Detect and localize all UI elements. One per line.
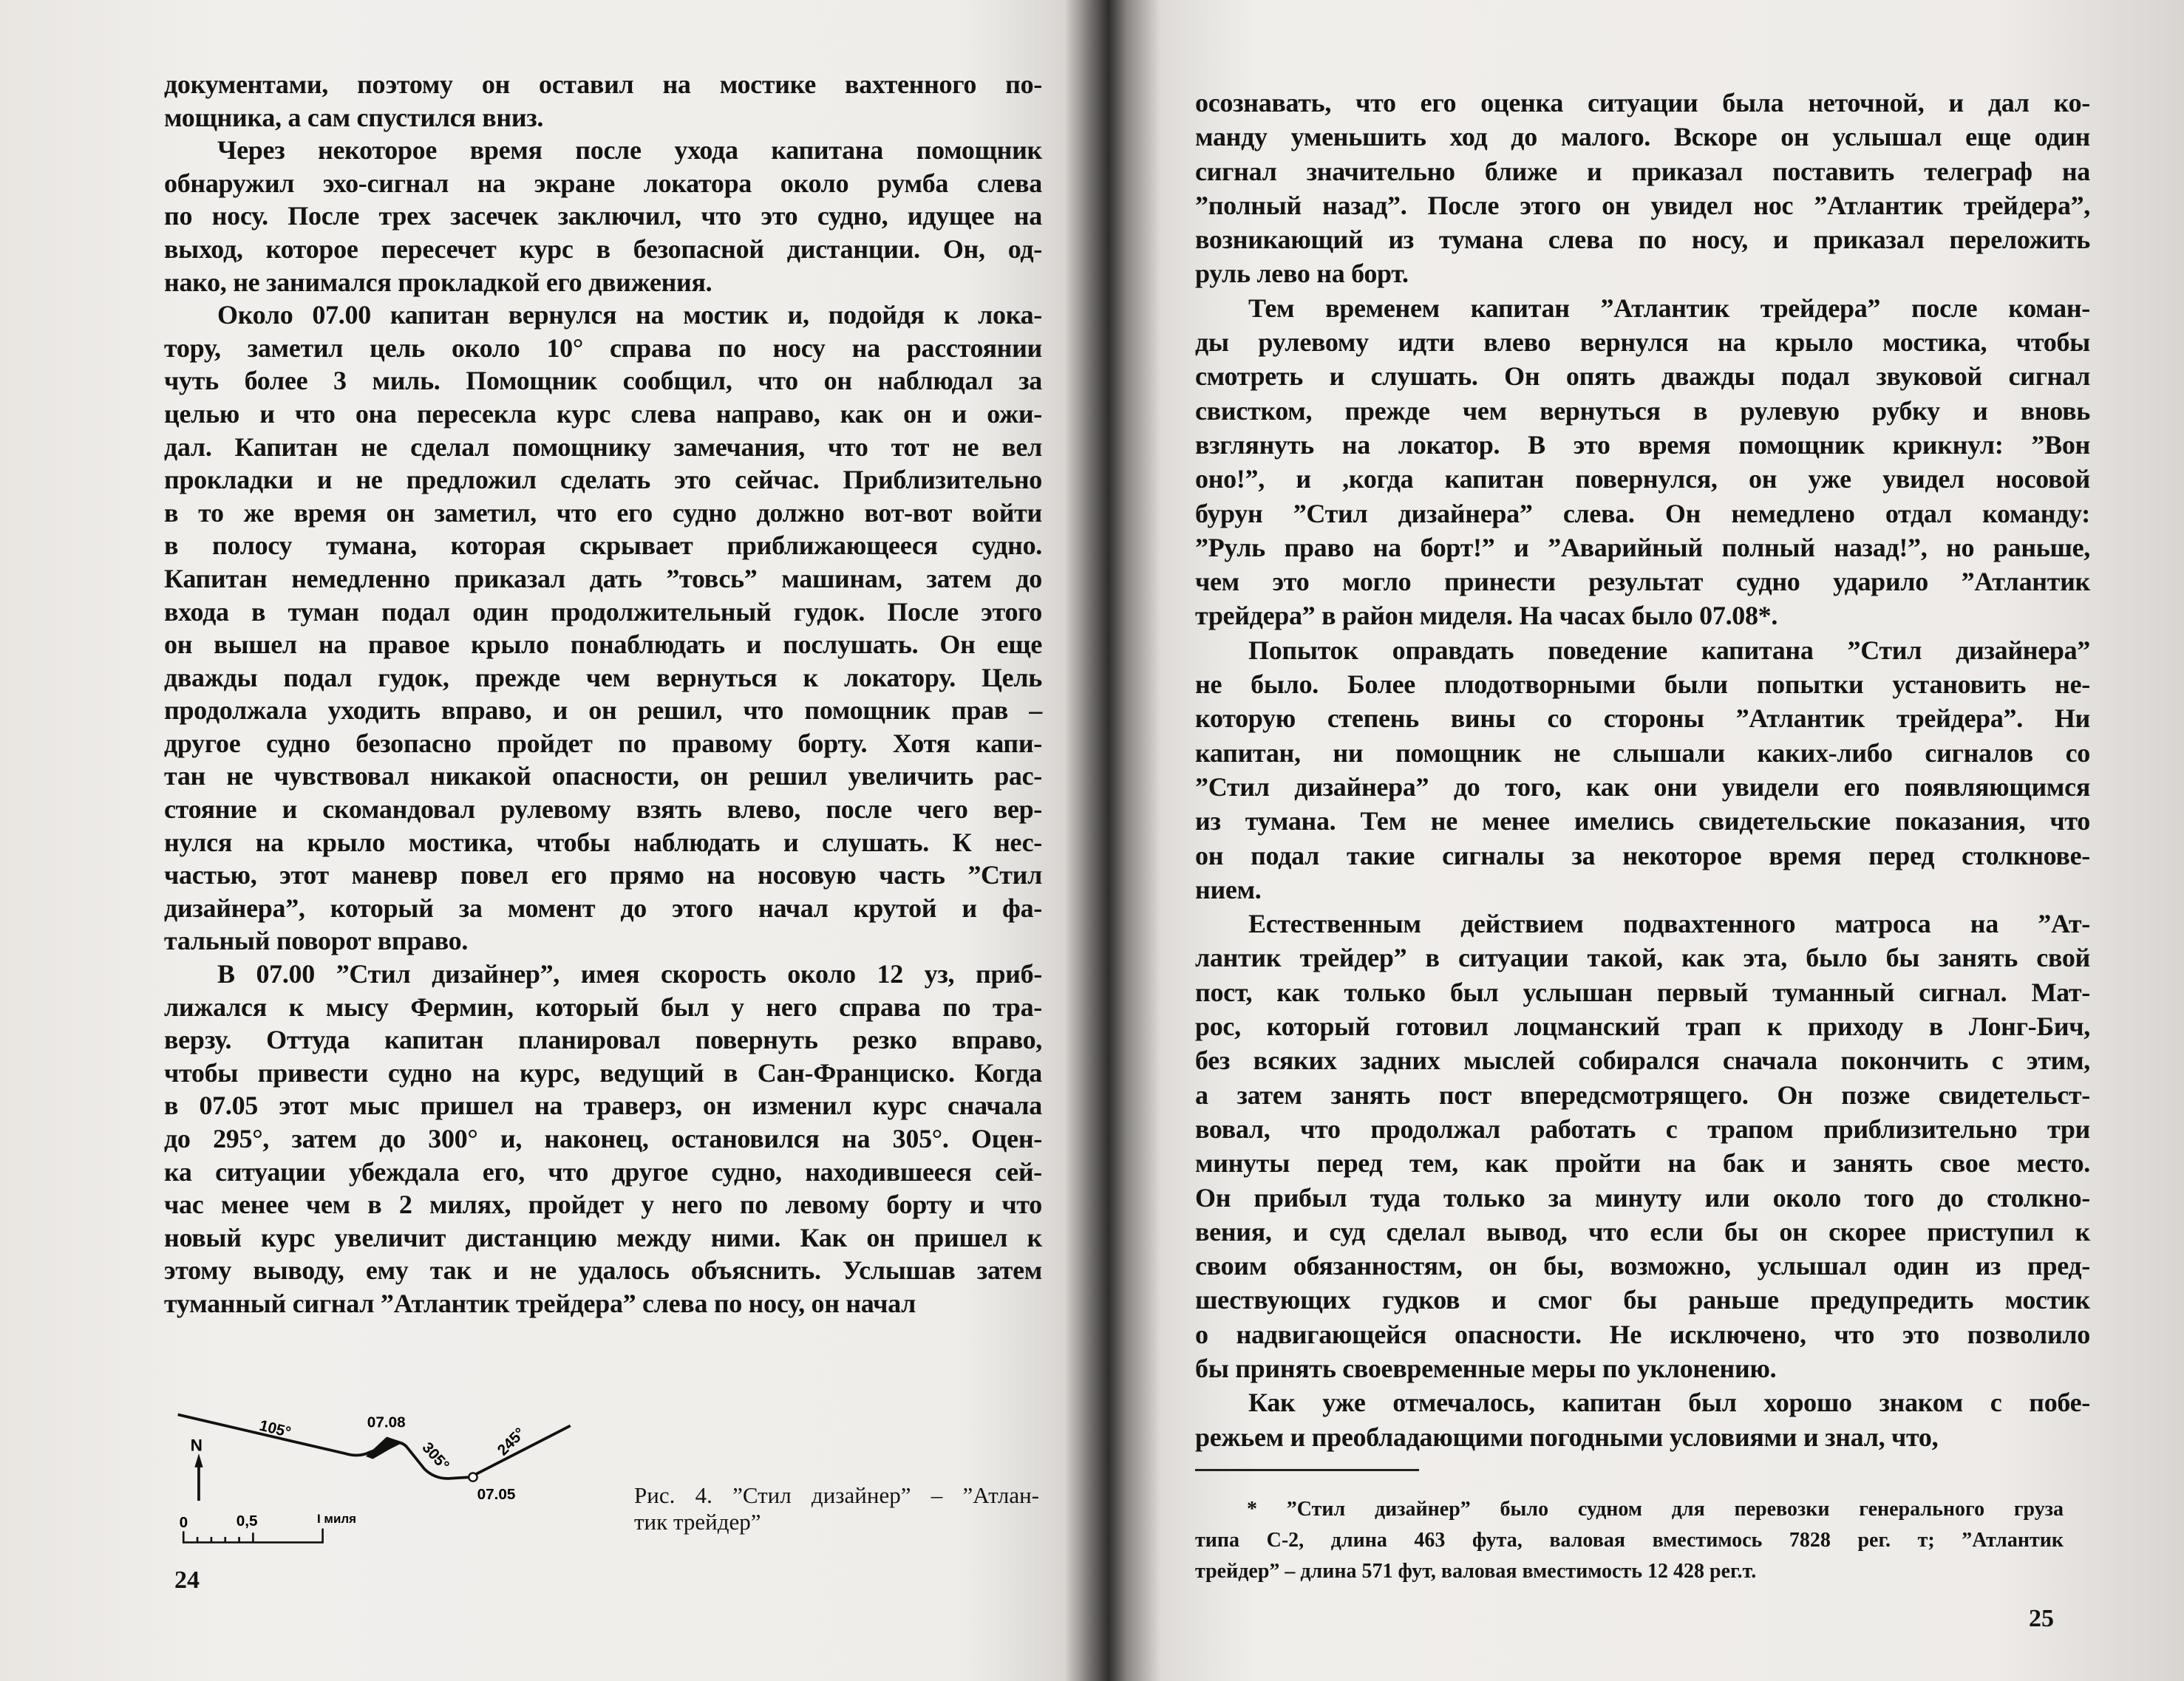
text-line: сигнал значительно ближе и приказал поставить телеграф на xyxy=(1195,156,2090,186)
text-line: лантик трейдер” в ситуации такой, как эта, было бы занять свой xyxy=(1195,943,2090,973)
paragraph xyxy=(1195,633,2090,907)
text-line: Через некоторое время после ухода капитана помощник xyxy=(217,135,1042,166)
right-page-text xyxy=(1195,86,2090,1454)
text-line: целью и что она пересекла курс слева направо, как он и ожи- xyxy=(164,398,1042,429)
text-line: шествующих гудков и смог бы раньше предупредить мостик xyxy=(1195,1285,2090,1315)
text-line: частью, этот маневр повел его прямо на носовую часть ”Стил xyxy=(164,860,1042,890)
text-line: документами, поэтому он оставил на мостике вахтенного по- xyxy=(164,69,1042,99)
text-line: мощника, а сам спустился вниз. xyxy=(164,102,544,132)
text-line: прокладки и не предложил сделать это сейчас. Приблизительно xyxy=(164,465,1042,495)
text-line: возникающий из тумана слева по носу, и приказал переложить xyxy=(1195,225,2090,255)
text-line: оно!”, и ,когда капитан повернулся, он уже увидел носовой xyxy=(1195,464,2090,494)
text-line: чем это могло принести результат судно ударило ”Атлантик xyxy=(1195,567,2090,597)
text-line: лижался к мысу Фермин, который был у него справа по тра- xyxy=(164,992,1042,1022)
text-line: по носу. После трех засечек заключил, что это судно, идущее на xyxy=(164,201,1042,231)
text-line: В 07.00 ”Стил дизайнер”, имея скорость около 12 уз, приб- xyxy=(217,959,1042,989)
text-line: без всяких задних мыслей собирался сначала покончить с этим, xyxy=(1195,1046,2090,1076)
text-line: ”полный назад”. После этого он увидел нос ”Атлантик трейдера”, xyxy=(1195,190,2090,220)
text-line: взглянуть на локатор. В это время помощник крикнул: ”Вон xyxy=(1195,429,2090,460)
text-line: чуть более 3 миль. Помощник сообщил, что он наблюдал за xyxy=(164,366,1042,396)
scale-label-half: 0,5 xyxy=(236,1512,258,1530)
text-line: пост, как только был услышан первый туманный сигнал. Мат- xyxy=(1195,977,2090,1007)
text-line: ”Руль право на борт!” и ”Аварийный полный назад!”, но раньше, xyxy=(1195,532,2090,562)
text-line: Около 07.00 капитан вернулся на мостик и, подойдя к лока- xyxy=(217,300,1042,330)
text-line: трейдера” в район миделя. На часах было 07.08*. xyxy=(1195,601,1778,631)
text-line: Капитан немедленно приказал дать ”товсь” машинам, затем до xyxy=(164,563,1042,593)
text-line: которую степень вины со стороны ”Атлантик трейдера”. Ни xyxy=(1195,703,2090,734)
text-line: из тумана. Тем не менее имелись свидетельские показания, что xyxy=(1195,806,2090,836)
footnote-line: типа С-2, длина 463 фута, валовая вместимось 7828 рег. т; ”Атлантик xyxy=(1195,1529,2064,1552)
text-line: выход, которое пересечет курс в безопасной дистанции. Он, од- xyxy=(164,233,1042,264)
text-line: нулся на крыло мостика, чтобы наблюдать и слушать. К нес- xyxy=(164,827,1042,857)
text-line: он вышел на правое крыло понаблюдать и послушать. Он еще xyxy=(164,630,1042,660)
page-number-right: 25 xyxy=(2029,1605,2054,1632)
text-line: Он прибыл туда только за минуту или около того до столкно- xyxy=(1195,1182,2090,1213)
text-line: бурун ”Стил дизайнера” слева. Он немедлено отдал команду: xyxy=(1195,498,2090,528)
text-line: ды рулевому идти влево вернулся на крыло мостика, чтобы xyxy=(1195,327,2090,358)
text-line: Попыток оправдать поведение капитана ”Стил дизайнера” xyxy=(1248,635,2090,665)
course-label-245: 245° xyxy=(494,1424,529,1459)
text-line: входа в туман подал один продолжительный гудок. После этого xyxy=(164,596,1042,627)
text-line: вовал, что продолжал работать с трапом приблизительно три xyxy=(1195,1114,2090,1144)
time-label-0708: 07.08 xyxy=(367,1414,406,1431)
text-line: осознавать, что его оценка ситуации была неточной, и дал ко- xyxy=(1195,88,2090,117)
paragraph xyxy=(1195,86,2090,291)
text-line: не было. Более плодотворными были попытки установить не- xyxy=(1195,669,2090,700)
text-line: ка ситуации убеждала его, что другое судно, находившееся сей- xyxy=(164,1156,1042,1187)
text-line: своим обязанностям, он бы, возможно, услышал один из пред- xyxy=(1195,1251,2090,1281)
paragraph xyxy=(1195,1385,2090,1454)
text-line: тору, заметил цель около 10° справа по носу на расстоянии xyxy=(164,333,1042,363)
course-diagram xyxy=(163,1397,591,1583)
text-line: этому выводу, ему так и не удалось объяснить. Услышав затем xyxy=(164,1255,1042,1286)
turn-point-icon xyxy=(469,1473,477,1481)
text-line: Как уже отмечалось, капитан был хорошо знаком с побе- xyxy=(1248,1388,2090,1418)
text-line: продолжала уходить вправо, и он решил, что помощник прав – xyxy=(164,695,1042,726)
text-line: в полосу тумана, которая скрывает приближающееся судно. xyxy=(164,531,1042,561)
text-line: минуты перед тем, как пройти на бак и занять свое место. xyxy=(1195,1148,2090,1179)
text-line: обнаружил эхо-сигнал на экране локатора около румба слева xyxy=(164,168,1042,198)
paragraph xyxy=(1195,907,2090,1385)
footnote-line: * ”Стил дизайнер” было судном для перевозки генерального груза xyxy=(1247,1498,2064,1521)
footnote-divider xyxy=(1195,1469,1419,1471)
scale-label-0: 0 xyxy=(179,1513,188,1531)
text-line: другое судно безопасно пройдет по правому борту. Хотя капи- xyxy=(164,728,1042,758)
text-line: Тем временем капитан ”Атлантик трейдера” после коман- xyxy=(1248,293,2090,323)
text-line: до 295°, затем до 300° и, наконец, остановился на 305°. Оцен- xyxy=(164,1124,1042,1153)
text-line: час менее чем в 2 милях, пройдет у него по левому борту и что xyxy=(164,1190,1042,1220)
text-line: вения, и суд сделал вывод, что если бы он скорее приступил к xyxy=(1195,1216,2090,1247)
caption-line: тик трейдер” xyxy=(634,1509,761,1535)
time-label-0705: 07.05 xyxy=(477,1486,516,1504)
left-page-text xyxy=(164,68,1042,1320)
text-line: Естественным действием подвахтенного матроса на ”Ат- xyxy=(1248,909,2090,939)
text-line: в то же время он заметил, что его судно должно вот-вот войти xyxy=(164,497,1042,528)
text-line: смотреть и слушать. Он опять дважды подал звуковой сигнал xyxy=(1195,361,2090,392)
scale-bar xyxy=(183,1529,322,1543)
figure-caption xyxy=(634,1482,1039,1535)
ship-collision-icon xyxy=(366,1437,404,1459)
footnote-line: трейдер” – длина 571 фут, валовая вместимость 12 428 рег.т. xyxy=(1195,1560,1757,1583)
text-line: тан не чувствовал никакой опасности, он решил увеличить рас- xyxy=(164,761,1042,791)
footnote xyxy=(1195,1494,2064,1587)
scale-label-1-mile: I миля xyxy=(317,1512,357,1527)
text-line: рос, который готовил лоцманский трап к приходу в Лонг-Бич, xyxy=(1195,1012,2090,1042)
course-label-305: 305° xyxy=(418,1439,453,1474)
text-line: бы принять своевременные меры по уклонению. xyxy=(1195,1353,1777,1383)
page-number-left: 24 xyxy=(174,1566,200,1594)
north-arrow-head-icon xyxy=(194,1453,203,1467)
text-line: режьем и преобладающими погодными условиями и знал, что, xyxy=(1195,1422,1939,1452)
text-line: новый курс увеличит дистанцию между ними. Как он пришел к xyxy=(164,1222,1042,1252)
paragraph xyxy=(164,958,1042,1320)
text-line: о надвигающейся опасности. Не исключено, что это позволило xyxy=(1195,1319,2090,1349)
text-line: а затем занять пост впередсмотрящего. Он позже свидетельст- xyxy=(1195,1080,2090,1110)
text-line: манду уменьшить ход до малого. Вскоре он услышал еще один xyxy=(1195,122,2090,152)
text-line: в 07.05 этот мыс пришел на траверз, он изменил курс сначала xyxy=(164,1091,1042,1121)
text-line: стояние и скомандовал рулевому взять влево, после чего вер- xyxy=(164,794,1042,825)
text-line: тальный поворот вправо. xyxy=(164,926,469,956)
text-line: чтобы привести судно на курс, ведущий в Сан-Франциско. Когда xyxy=(164,1057,1042,1088)
text-line: верзу. Оттуда капитан планировал повернуть резко вправо, xyxy=(164,1025,1042,1055)
text-line: дизайнера”, который за момент до этого начал крутой и фа- xyxy=(164,893,1042,923)
text-line: руль лево на борт. xyxy=(1195,259,1409,289)
paragraph xyxy=(164,134,1042,299)
text-line: нако, не занимался прокладкой его движения. xyxy=(164,267,712,297)
north-label: N xyxy=(190,1436,203,1455)
text-line: свистком, прежде чем вернуться в рулевую рубку и вновь xyxy=(1195,395,2090,426)
text-line: ”Стил дизайнера” до того, как они увидели его появляющимся xyxy=(1195,771,2090,802)
text-line: капитан, ни помощник не слышали каких-либо сигналов со xyxy=(1195,737,2090,768)
text-line: он подал такие сигналы за некоторое время перед столкнове- xyxy=(1195,840,2090,870)
paragraph xyxy=(164,299,1042,958)
paragraph xyxy=(164,68,1042,134)
text-line: туманный сигнал ”Атлантик трейдера” слева по носу, он начал xyxy=(164,1288,916,1318)
text-line: нием. xyxy=(1195,874,1262,904)
course-label-105: 105° xyxy=(257,1416,293,1442)
text-line: дал. Капитан не сделал помощнику замечания, что тот не вел xyxy=(164,432,1042,462)
caption-line: Рис. 4. ”Стил дизайнер” – ”Атлан- xyxy=(634,1482,1039,1508)
text-line: дважды подал гудок, прежде чем вернуться к локатору. Цель xyxy=(164,662,1042,692)
paragraph xyxy=(1195,291,2090,633)
